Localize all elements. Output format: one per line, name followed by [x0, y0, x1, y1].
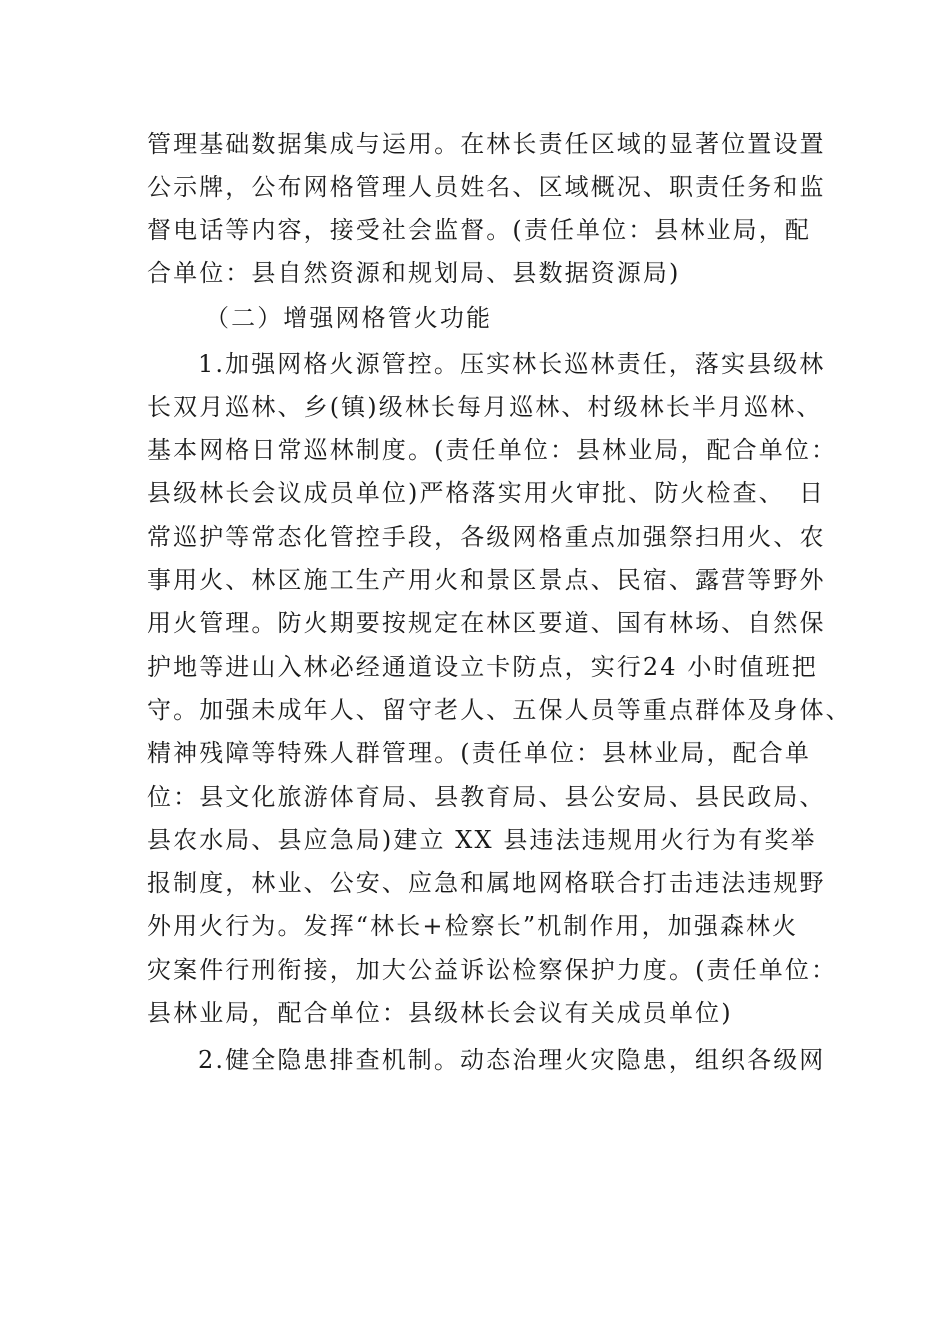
paragraph-first-line: 1.加强网格火源管控。压实林长巡林责任，落实县级林	[198, 350, 826, 378]
body-text-line: 县林业局，配合单位：县级林长会议有关成员单位)	[147, 999, 733, 1027]
body-text-line: 灾案件行刑衔接，加大公益诉讼检察保护力度。(责任单位：	[147, 956, 838, 984]
body-text-line: 常巡护等常态化管控手段，各级网格重点加强祭扫用火、农	[147, 523, 826, 551]
body-text-line: 外用火行为。发挥“林长+检察长”机制作用，加强森林火	[147, 912, 799, 940]
body-text-line: 护地等进山入林必经通道设立卡防点，实行24 小时值班把	[147, 653, 818, 681]
body-text-line: 基本网格日常巡林制度。(责任单位：县林业局，配合单位：	[147, 436, 838, 464]
body-text-line: 守。加强未成年人、留守老人、五保人员等重点群体及身体、	[147, 696, 852, 724]
section-heading: （二）增强网格管火功能	[205, 304, 493, 332]
body-text-line: 公示牌，公布网格管理人员姓名、区域概况、职责任务和监	[147, 173, 826, 201]
body-text-line: 精神残障等特殊人群管理。(责任单位：县林业局，配合单	[147, 739, 811, 767]
paragraph-first-line: 2.健全隐患排查机制。动态治理火灾隐患，组织各级网	[198, 1046, 826, 1074]
body-text-line: 长双月巡林、乡(镇)级林长每月巡林、村级林长半月巡林、	[147, 393, 823, 421]
body-text-line: 管理基础数据集成与运用。在林长责任区域的显著位置设置	[147, 130, 826, 158]
body-text-line: 合单位：县自然资源和规划局、县数据资源局)	[147, 259, 681, 287]
body-text-line: 用火管理。防火期要按规定在林区要道、国有林场、自然保	[147, 609, 826, 637]
body-text-line: 县农水局、县应急局)建立 XX 县违法违规用火行为有奖举	[147, 826, 817, 854]
body-text-line: 县级林长会议成员单位)严格落实用火审批、防火检查、 日	[147, 479, 826, 507]
body-text-line: 位：县文化旅游体育局、县教育局、县公安局、县民政局、	[147, 783, 826, 811]
body-text-line: 事用火、林区施工生产用火和景区景点、民宿、露营等野外	[147, 566, 826, 594]
body-text-line: 报制度，林业、公安、应急和属地网格联合打击违法违规野	[147, 869, 826, 897]
body-text-line: 督电话等内容，接受社会监督。(责任单位：县林业局，配	[147, 216, 811, 244]
